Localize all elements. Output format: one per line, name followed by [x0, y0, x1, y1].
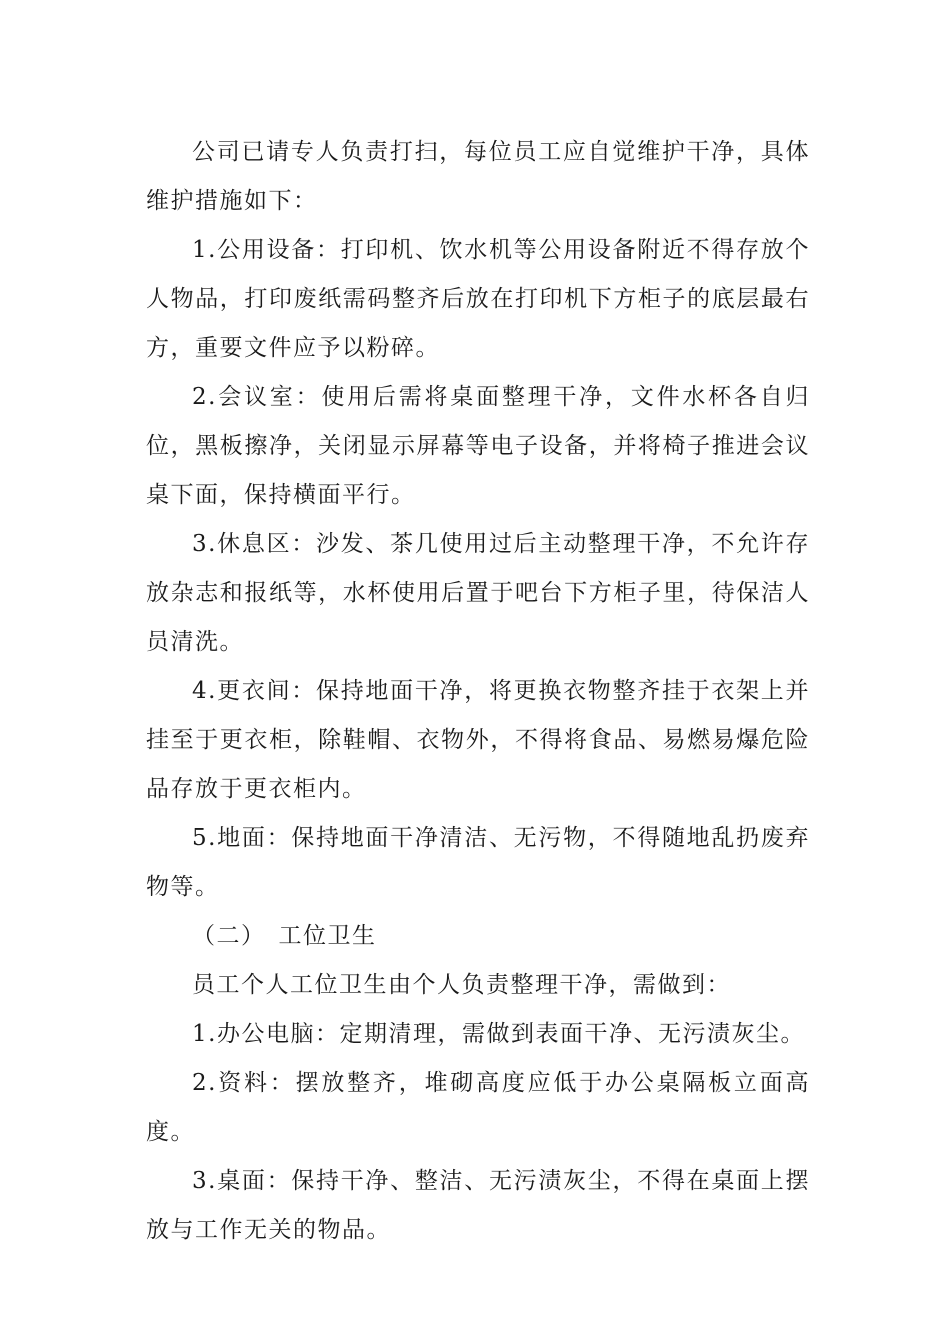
workstation-intro: 员工个人工位卫生由个人负责整理干净，需做到： — [192, 972, 731, 998]
item-locker-room: 4.更衣间：保持地面干净，将更换衣物整齐挂于衣架上并挂至于更衣柜，除鞋帽、衣物外，不得将食品、易燃易爆危险品存放于更衣柜内。 — [146, 678, 810, 802]
section-heading-workstation: （二） 工位卫生 — [192, 923, 377, 949]
item-documents: 2.资料：摆放整齐，堆砌高度应低于办公桌隔板立面高度。 — [146, 1070, 810, 1145]
item-desktop: 3.桌面：保持干净、整洁、无污渍灰尘，不得在桌面上摆放与工作无关的物品。 — [146, 1168, 810, 1243]
item-floor: 5.地面：保持地面干净清洁、无污物，不得随地乱扔废弃物等。 — [146, 825, 810, 900]
item-meeting-room: 2.会议室：使用后需将桌面整理干净，文件水杯各自归位，黑板擦净，关闭显示屏幕等电子设备，并将椅子推进会议桌下面，保持横面平行。 — [146, 384, 810, 508]
item-office-computer: 1.办公电脑：定期清理，需做到表面干净、无污渍灰尘。 — [192, 1021, 805, 1047]
intro-paragraph: 公司已请专人负责打扫，每位员工应自觉维护干净，具体维护措施如下： — [146, 139, 810, 214]
document-body — [146, 128, 810, 1255]
item-rest-area: 3.休息区：沙发、茶几使用过后主动整理干净，不允许存放杂志和报纸等，水杯使用后置于吧台下方柜子里，待保洁人员清洗。 — [146, 531, 810, 655]
item-public-equipment: 1.公用设备：打印机、饮水机等公用设备附近不得存放个人物品，打印废纸需码整齐后放在打印机下方柜子的底层最右方，重要文件应予以粉碎。 — [146, 237, 810, 361]
